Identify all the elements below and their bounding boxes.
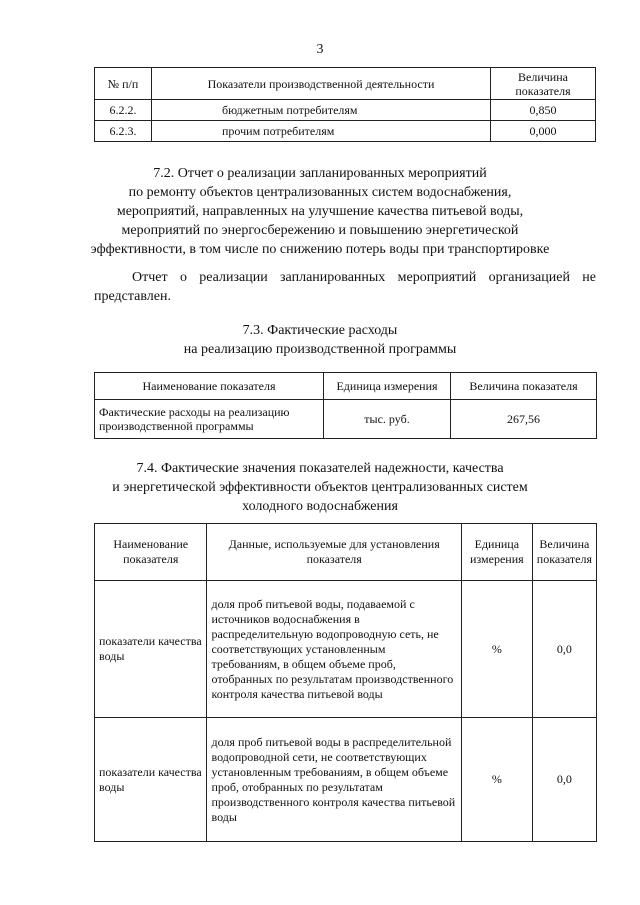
col-header-value: Величина показателя	[532, 524, 596, 581]
table-header-row	[95, 68, 596, 100]
table-row	[95, 121, 596, 142]
row-name: бюджетным потребителям	[152, 100, 491, 121]
heading-line: 7.2. Отчет о реализации запланированных мероприятий	[153, 166, 487, 181]
col-header-value: Величина показателя	[491, 68, 596, 100]
reliability-indicators-table	[94, 523, 597, 842]
col-header-indicator: Показатели производственной деятельности	[152, 68, 491, 100]
production-indicators-table	[94, 67, 596, 142]
row-num: 6.2.2.	[95, 100, 152, 121]
row-name: Фактические расходы на реализацию производственной программы	[95, 400, 324, 439]
section-7-2-paragraph: Отчет о реализации запланированных мероприятий организацией не представлен.	[94, 270, 596, 304]
row-value: 0,850	[491, 100, 596, 121]
row-unit: %	[461, 718, 532, 842]
col-header-unit: Единица измерения	[324, 373, 451, 400]
table-header-row	[95, 524, 597, 581]
row-data: доля проб питьевой воды в распределительной водопроводной сети, не соответствующих установленным требованиям, в общем объеме проб, отобранных по результатам производственного контроля качества питьевой воды	[207, 718, 461, 842]
heading-line: на реализацию производственной программы	[183, 342, 457, 357]
heading-line: и энергетической эффективности объектов централизованных систем	[112, 480, 528, 495]
heading-line: мероприятий по энергосбережению и повышению энергетической	[121, 223, 519, 238]
heading-line: по ремонту объектов централизованных систем водоснабжения,	[128, 185, 512, 200]
page-number: 3	[316, 42, 324, 57]
row-value: 0,0	[532, 581, 596, 718]
expenses-table	[94, 372, 597, 439]
col-header-name: Наименование показателя	[95, 524, 207, 581]
section-7-3-heading	[60, 321, 580, 359]
col-header-value: Величина показателя	[451, 373, 597, 400]
table-row	[95, 400, 597, 439]
row-unit: %	[461, 581, 532, 718]
table-header-row	[95, 373, 597, 400]
heading-line: мероприятий, направленных на улучшение качества питьевой воды,	[116, 204, 524, 219]
table-row	[95, 718, 597, 842]
table-row	[95, 581, 597, 718]
col-header-unit: Единица измерения	[461, 524, 532, 581]
row-data: доля проб питьевой воды, подаваемой с источников водоснабжения в распределительную водопроводную сеть, не соответствующих установленным требованиям, в общем объеме проб, отобранных по результатам производственного контроля качества питьевой воды	[207, 581, 461, 718]
section-7-4-heading	[60, 459, 580, 516]
row-num: 6.2.3.	[95, 121, 152, 142]
col-header-data: Данные, используемые для установления показателя	[207, 524, 461, 581]
row-value: 267,56	[451, 400, 597, 439]
row-name: прочим потребителям	[152, 121, 491, 142]
heading-line: 7.4. Фактические значения показателей надежности, качества	[136, 461, 504, 476]
heading-line: холодного водоснабжения	[242, 499, 398, 514]
heading-line: 7.3. Фактические расходы	[242, 323, 398, 338]
table-row	[95, 100, 596, 121]
col-header-num: № п/п	[95, 68, 152, 100]
row-unit: тыс. руб.	[324, 400, 451, 439]
row-value: 0,000	[491, 121, 596, 142]
col-header-name: Наименование показателя	[95, 373, 324, 400]
row-name: показатели качества воды	[95, 581, 207, 718]
row-name: показатели качества воды	[95, 718, 207, 842]
section-7-2-heading	[60, 164, 580, 259]
heading-line: эффективности, в том числе по снижению потерь воды при транспортировке	[90, 242, 550, 257]
row-value: 0,0	[532, 718, 596, 842]
